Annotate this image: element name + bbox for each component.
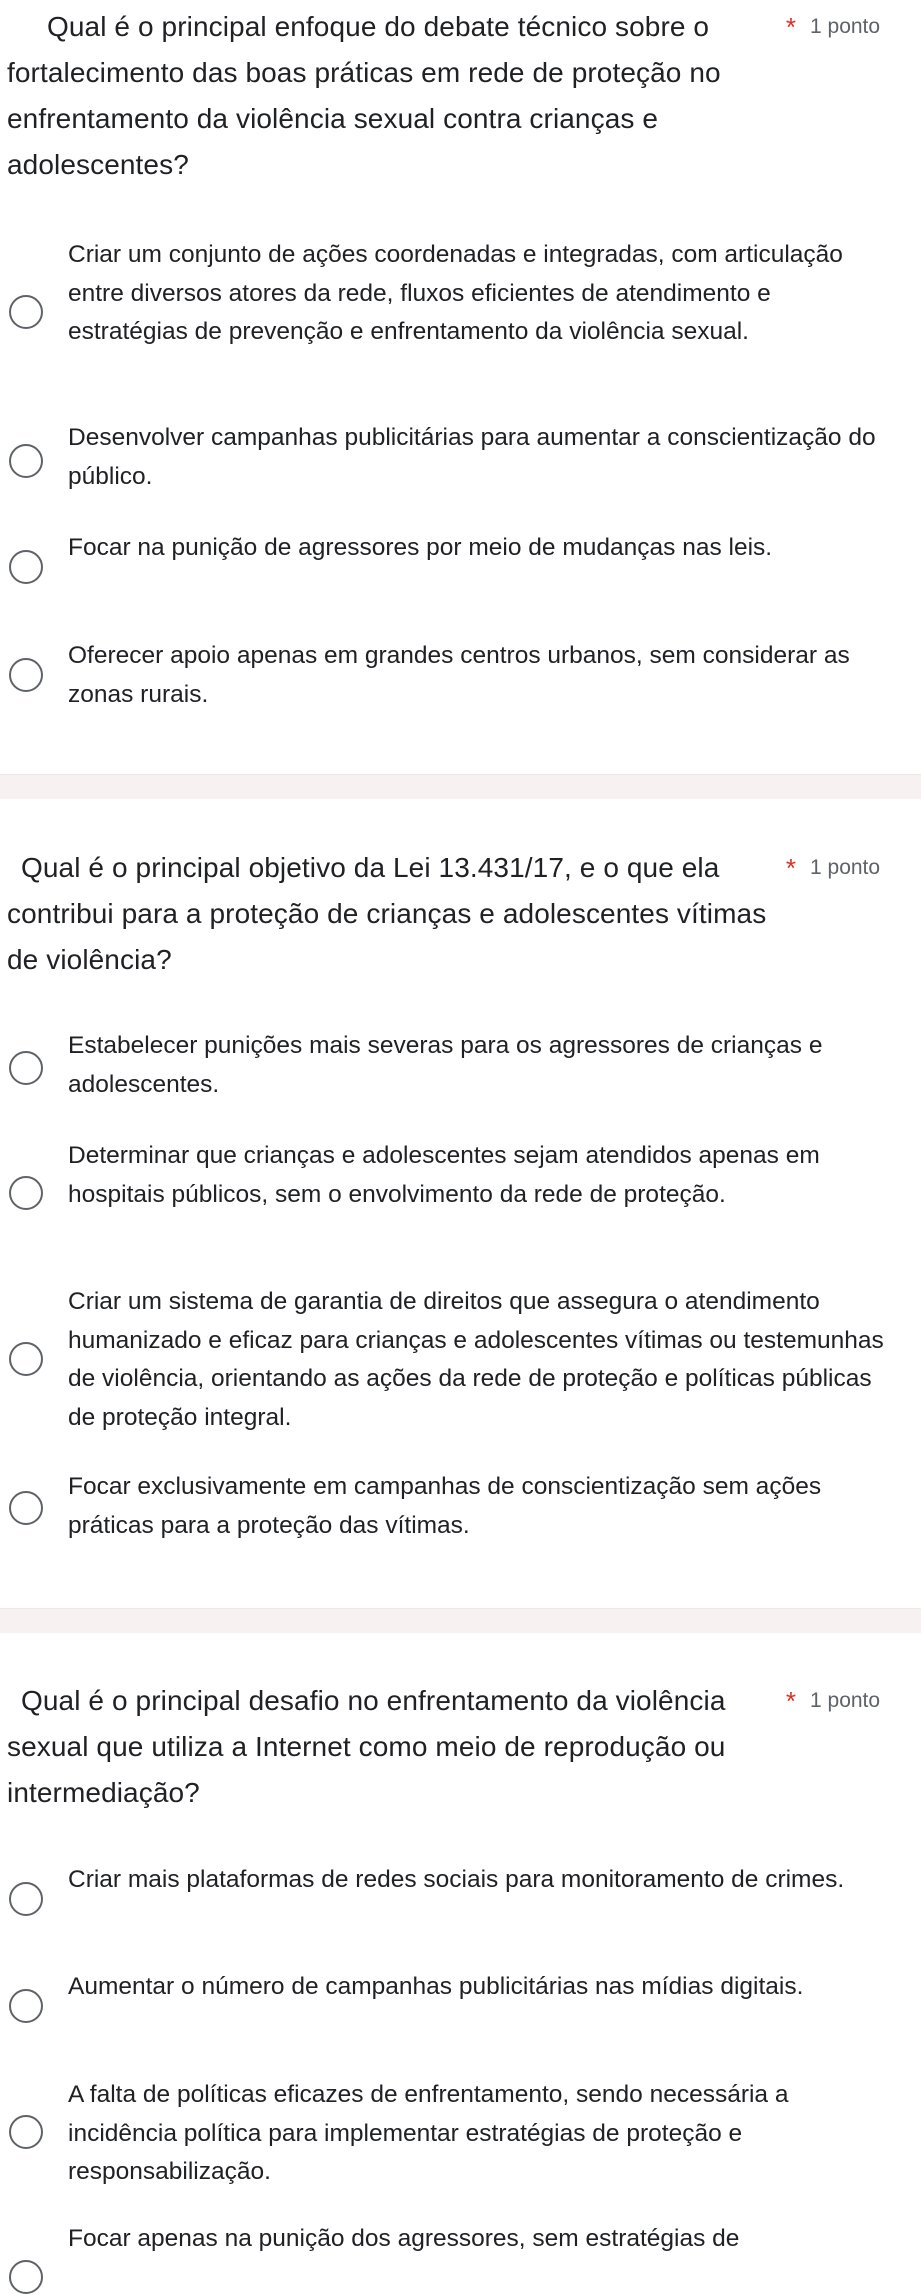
option-label[interactable]: Focar exclusivamente em campanhas de conscientização sem ações práticas para a proteção das vítimas. — [68, 1473, 822, 1539]
option-label[interactable]: Oferecer apoio apenas em grandes centros urbanos, sem considerar as zonas rurais. — [68, 642, 850, 708]
option-label[interactable]: A falta de políticas eficazes de enfrentamento, sendo necessária a incidência política para implementar estratégias de proteção e responsabilização. — [68, 2081, 789, 2185]
section-separator — [0, 1608, 921, 1634]
required-asterisk: * — [785, 853, 796, 883]
points-label: 1 ponto — [810, 856, 881, 879]
radio-button[interactable] — [9, 1989, 43, 2023]
radio-button[interactable] — [9, 444, 43, 478]
required-asterisk: * — [785, 1686, 796, 1716]
question-title-1: Qual é o principal enfoque do debate técnico sobre o fortalecimento das boas práticas em rede de proteção no enfrentamento da violência sexual contra crianças e adolescentes? — [7, 11, 721, 180]
radio-button[interactable] — [9, 658, 43, 692]
question-card-3 — [0, 1633, 921, 2273]
option-label[interactable]: Estabelecer punições mais severas para os agressores de crianças e adolescentes. — [68, 1032, 823, 1098]
option-label[interactable]: Aumentar o número de campanhas publicitárias nas mídias digitais. — [68, 1973, 804, 2000]
option-label[interactable]: Criar mais plataformas de redes sociais para monitoramento de crimes. — [68, 1866, 845, 1893]
question-title-2: Qual é o principal objetivo da Lei 13.431/17, e o que ela contribui para a proteção de crianças e adolescentes vítimas de violência? — [7, 852, 767, 975]
points-label: 1 ponto — [810, 15, 881, 38]
option-label[interactable]: Criar um sistema de garantia de direitos que assegura o atendimento humanizado e eficaz para crianças e adolescentes vítimas ou testemunhas de violência, orientando as ações da rede de proteção e políticas públicas de proteção integral. — [68, 1288, 884, 1431]
question-card-2 — [0, 799, 921, 1608]
radio-button[interactable] — [9, 1882, 43, 1916]
question-card-1 — [0, 0, 921, 773]
option-label[interactable]: Focar na punição de agressores por meio de mudanças nas leis. — [68, 534, 773, 561]
radio-button[interactable] — [9, 295, 43, 329]
option-label[interactable]: Desenvolver campanhas publicitárias para aumentar a conscientização do público. — [68, 424, 876, 490]
section-separator — [0, 774, 921, 800]
radio-button[interactable] — [9, 2260, 43, 2294]
radio-button[interactable] — [9, 2115, 43, 2149]
radio-button[interactable] — [9, 1051, 43, 1085]
radio-button[interactable] — [9, 550, 43, 584]
option-label[interactable]: Criar um conjunto de ações coordenadas e integradas, com articulação entre diversos atores da rede, fluxos eficientes de atendimento e estratégias de prevenção e enfrentamento da violência sexual. — [68, 241, 843, 345]
option-label[interactable]: Determinar que crianças e adolescentes sejam atendidos apenas em hospitais públicos, sem o envolvimento da rede de proteção. — [68, 1142, 820, 1208]
radio-button[interactable] — [9, 1176, 43, 1210]
radio-button[interactable] — [9, 1491, 43, 1525]
radio-button[interactable] — [9, 1342, 43, 1376]
required-asterisk: * — [785, 12, 796, 42]
question-title-3: Qual é o principal desafio no enfrentamento da violência sexual que utiliza a Internet como meio de reprodução ou intermediação? — [7, 1685, 726, 1808]
points-label: 1 ponto — [810, 1689, 881, 1712]
option-label[interactable]: Focar apenas na punição dos agressores, sem estratégias de — [68, 2225, 740, 2252]
